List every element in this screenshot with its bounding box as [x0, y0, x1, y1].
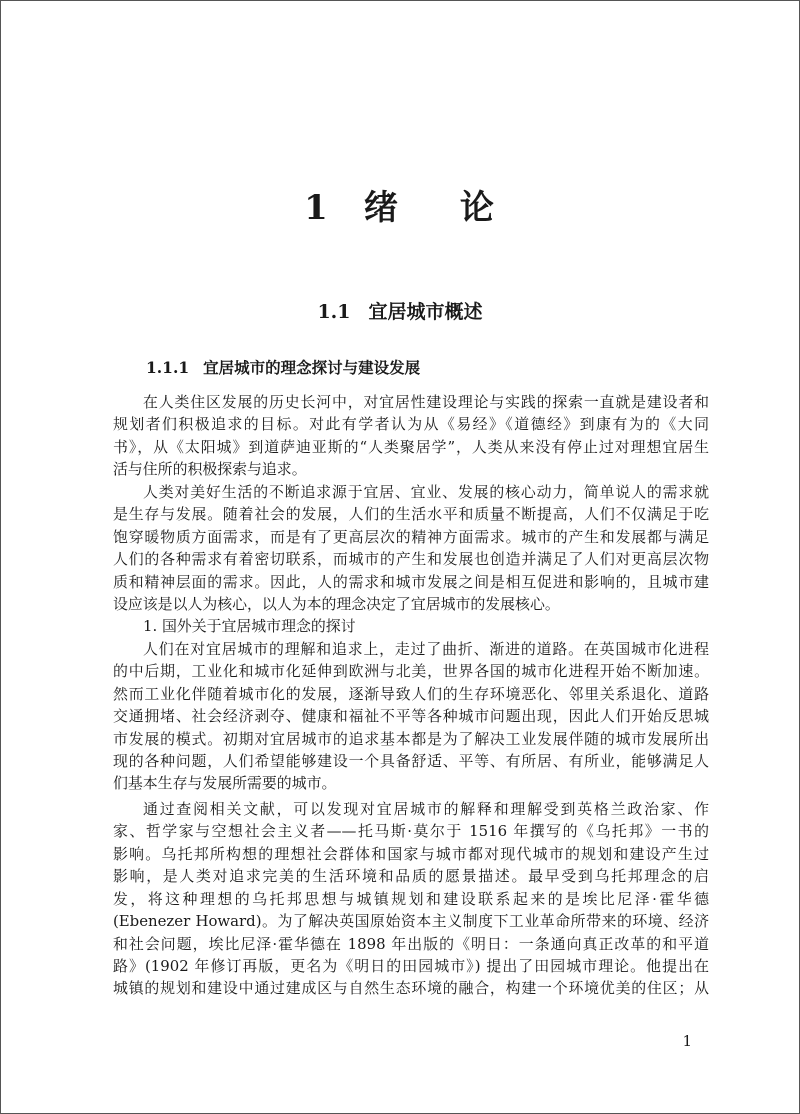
text-line: 发，将这种理想的乌托邦思想与城镇规划和建设联系起来的是埃比尼泽·霍华德 [113, 889, 709, 908]
text-line: 规划者们积极追求的目标。对此有学者认为从《易经》《道德经》到康有为的《大同 [113, 415, 709, 434]
text-line: 设应该是以人为核心，以人为本的理念决定了宜居城市的发展核心。 [113, 594, 560, 613]
text-line: 影响，是人类对追求完美的生活环境和品质的愿景描述。最早受到乌托邦理念的启 [113, 867, 709, 886]
text-line: 活与住所的积极探索与追求。 [113, 460, 307, 479]
chapter-title-word-2: 论 [459, 188, 496, 228]
body-text [113, 391, 709, 1000]
page-number: 1 [682, 1032, 692, 1050]
text-line: 现的各种问题，人们希望能够建设一个具备舒适、平等、有所居、有所业，能够满足人 [113, 752, 709, 770]
text-line: 人们在对宜居城市的理解和追求上，走过了曲折、渐进的道路。在英国城市化进程 [143, 639, 709, 658]
text-line: 们基本生存与发展所需要的城市。 [113, 774, 337, 793]
text-line: 质和精神层面的需求。因此，人的需求和城市发展之间是相互促进和影响的，且城市建 [113, 572, 709, 591]
chapter-number: 1 [304, 188, 330, 228]
paragraph [113, 481, 709, 616]
text-line: 在人类住区发展的历史长河中，对宜居性建设理论与实践的探索一直就是建设者和 [143, 393, 709, 411]
chapter-title [0, 186, 800, 230]
subsection-number: 1.1.1 [146, 358, 190, 377]
text-line: 书》，从《太阳城》到道萨迪亚斯的“人类聚居学”，人类从来没有停止过对理想宜居生 [113, 437, 709, 456]
subsection-heading [146, 356, 420, 380]
text-line: 通过查阅相关文献，可以发现对宜居城市的解释和理解受到英格兰政治家、作 [143, 799, 709, 818]
text-line: 影响。乌托邦所构想的理想社会群体和国家与城市都对现代城市的规划和建设产生过 [113, 844, 709, 863]
text-line: (Ebenezer Howard)。为了解决英国原始资本主义制度下工业革命所带来的环境、经济 [113, 912, 709, 931]
text-line: 和社会问题，埃比尼泽·霍华德在 1898 年出版的《明日：一条通向真正改革的和平道 [113, 934, 709, 953]
text-line: 市发展的模式。初期对宜居城市的追求基本都是为了解决工业发展伴随的城市发展所出 [113, 729, 709, 748]
section-title: 宜居城市概述 [368, 301, 483, 323]
text-line: 城镇的规划和建设中通过建成区与自然生态环境的融合，构建一个环境优美的住区；从 [113, 979, 709, 998]
text-line: 饱穿暖物质方面需求，而是有了更高层次的精神方面需求。城市的产生和发展都与满足 [113, 527, 709, 546]
text-line: 人们的各种需求有着密切联系，而城市的产生和发展也创造并满足了人们对更高层次物 [113, 550, 709, 569]
text-line: 是生存与发展。随着社会的发展，人们的生活水平和质量不断提高，人们不仅满足于吃 [113, 505, 709, 524]
paragraph [113, 798, 709, 1000]
paragraph [113, 391, 709, 481]
subsection-title: 宜居城市的理念探讨与建设发展 [203, 358, 421, 377]
text-line: 1. 国外关于宜居城市理念的探讨 [143, 617, 356, 636]
chapter-title-word-1: 绪 [363, 188, 400, 228]
text-line: 人类对美好生活的不断追求源于宜居、宜业、发展的核心动力，简单说人的需求就 [143, 482, 709, 501]
list-item-heading [113, 615, 709, 637]
section-heading [0, 298, 800, 326]
text-line: 路》(1902 年修订再版，更名为《明日的田园城市》) 提出了田园城市理论。他提出在 [113, 956, 709, 975]
text-line: 的中后期，工业化和城市化延伸到欧洲与北美，世界各国的城市化进程开始不断加速。 [113, 662, 709, 681]
text-line: 然而工业化伴随着城市化的发展，逐渐导致人们的生存环境恶化、邻里关系退化、道路 [113, 684, 709, 703]
section-number: 1.1 [317, 301, 351, 323]
paragraph [113, 638, 709, 795]
text-line: 家、哲学家与空想社会主义者——托马斯·莫尔于 1516 年撰写的《乌托邦》一书的 [113, 822, 709, 841]
text-line: 交通拥堵、社会经济剥夺、健康和福祉不平等各种城市问题出现，因此人们开始反思城 [113, 707, 709, 726]
